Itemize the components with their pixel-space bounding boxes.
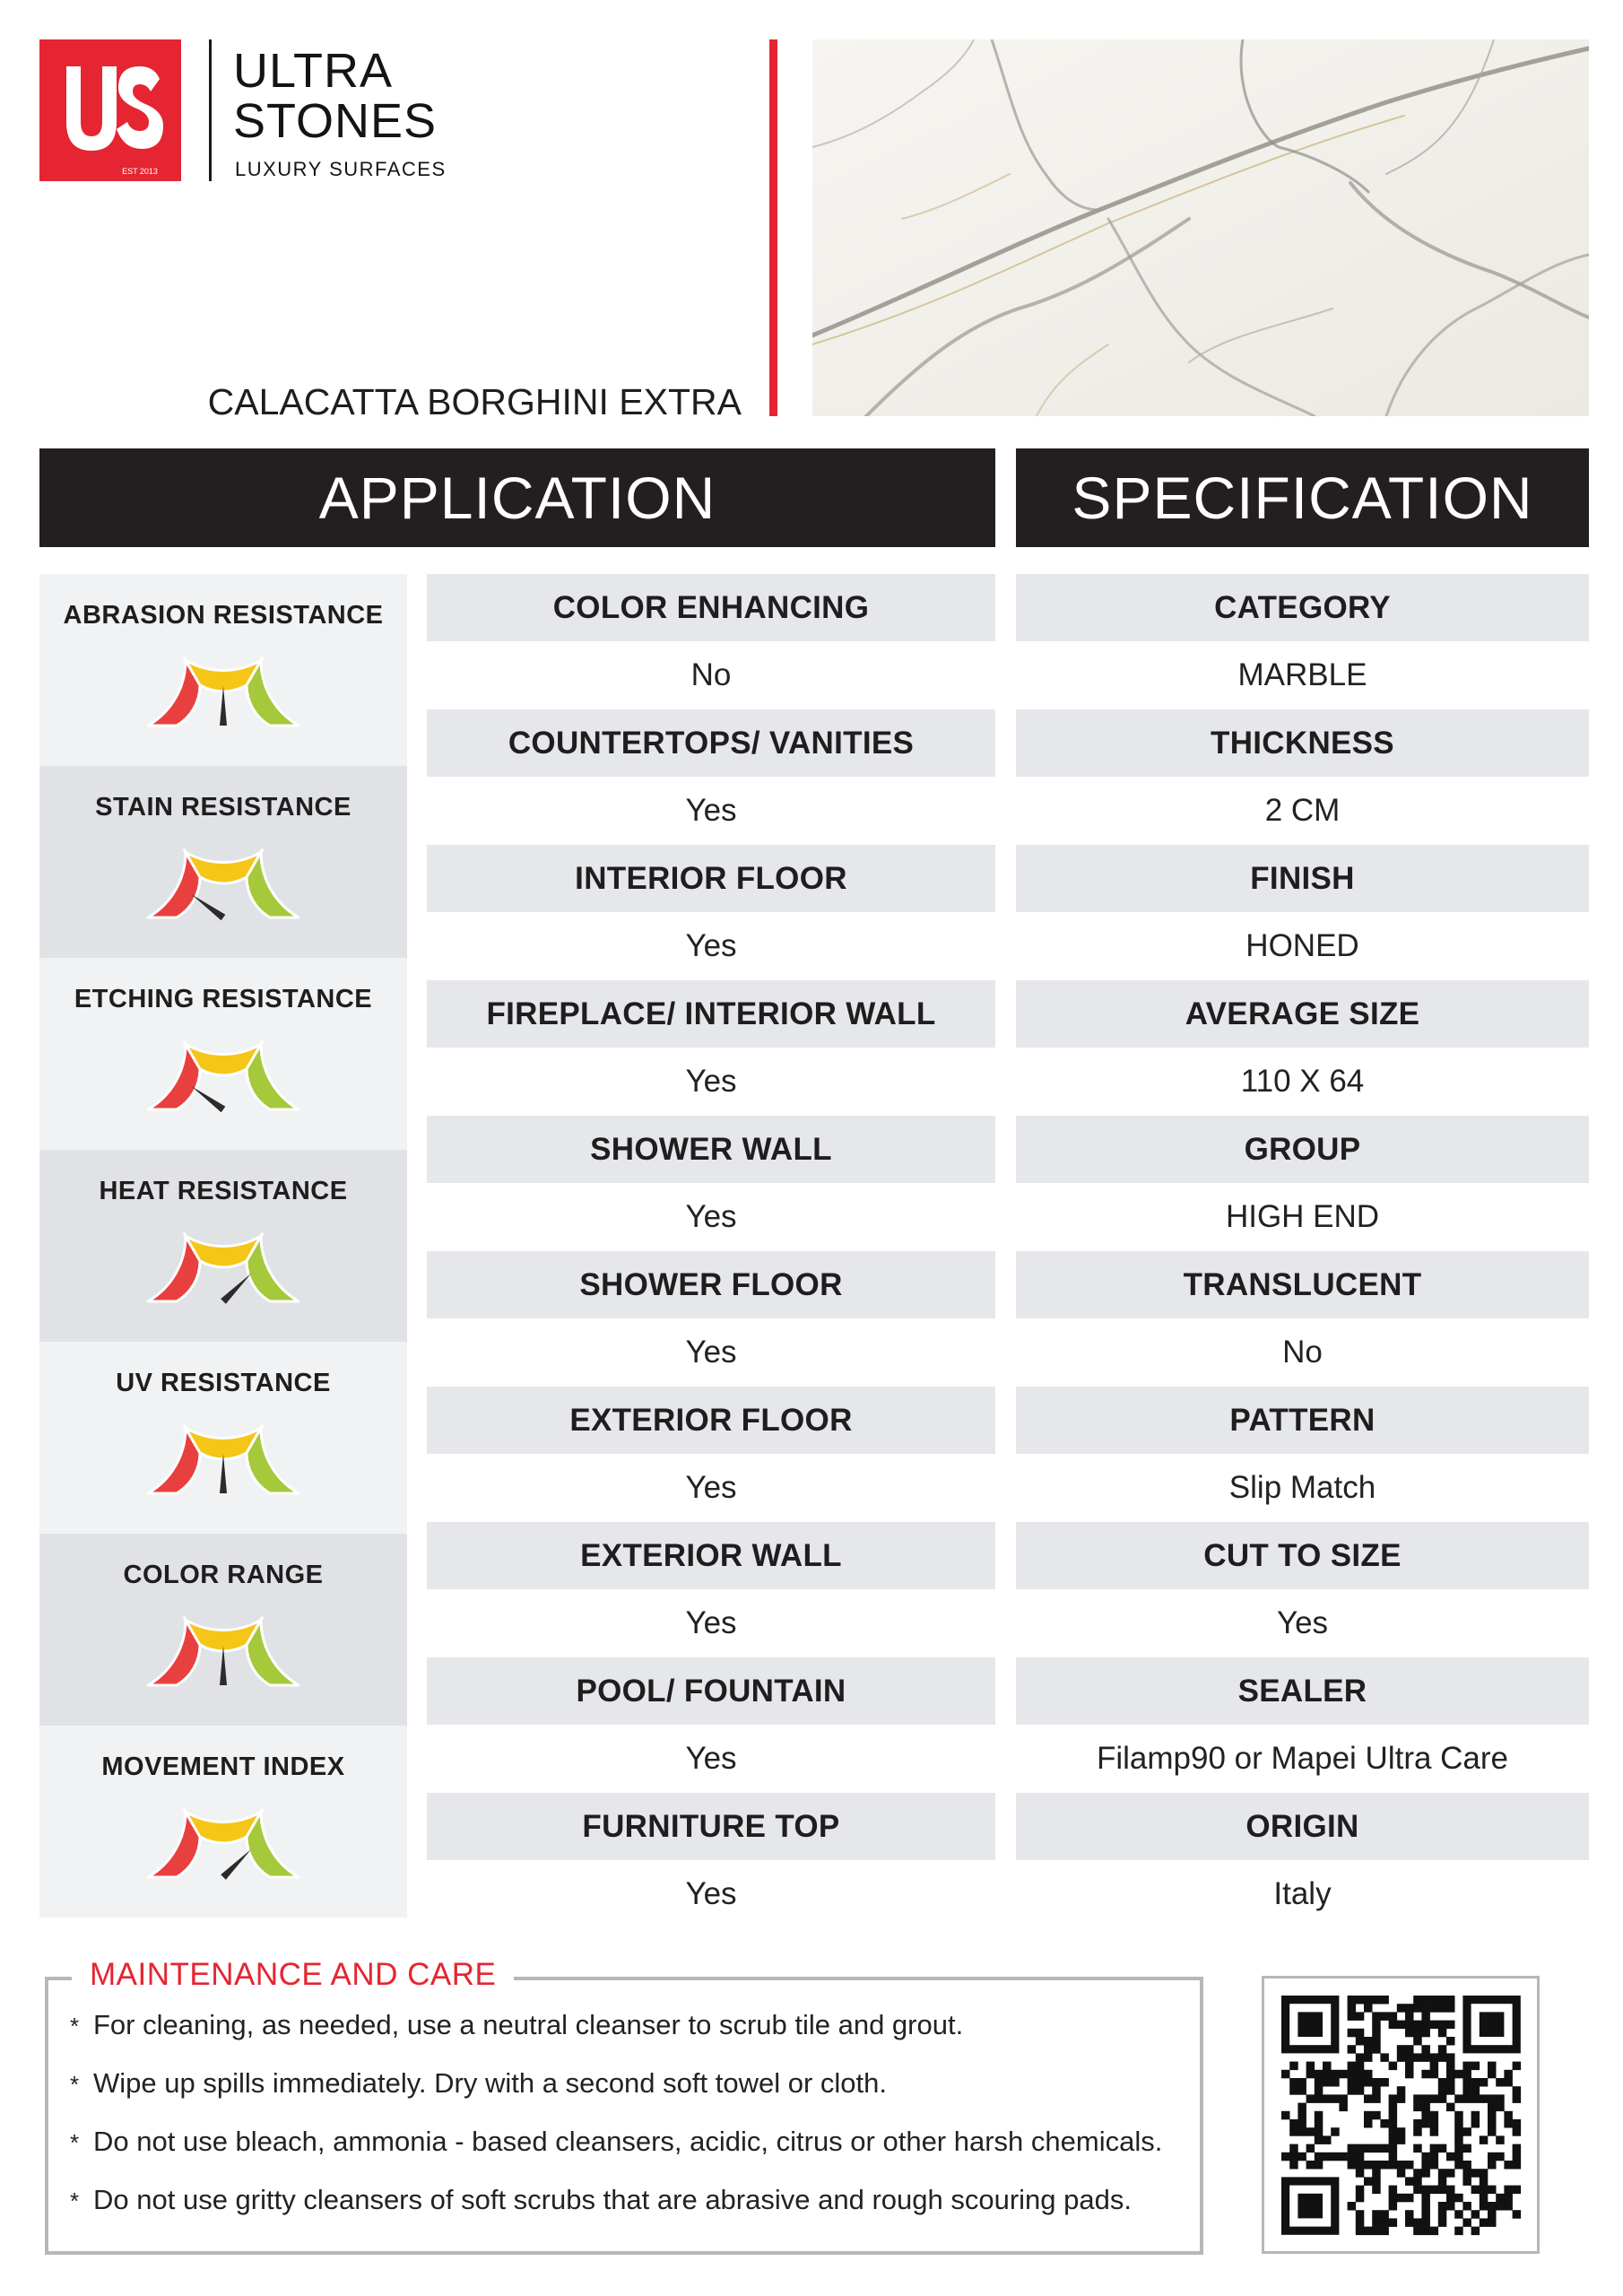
gauge-label: ABRASION RESISTANCE	[63, 601, 384, 630]
gauge-label: MOVEMENT INDEX	[101, 1752, 345, 1781]
specification-row-label: SEALER	[1016, 1657, 1589, 1725]
specification-header: SPECIFICATION	[1016, 448, 1589, 547]
gauge-needle	[221, 1849, 251, 1880]
application-row-label: COLOR ENHANCING	[427, 574, 995, 641]
maintenance-title: MAINTENANCE AND CARE	[72, 1957, 514, 1993]
application-row-label: SHOWER WALL	[427, 1116, 995, 1183]
gauge-meter-icon	[147, 649, 299, 730]
application-row-value: Yes	[427, 1048, 995, 1115]
application-row-label: FIREPLACE/ INTERIOR WALL	[427, 980, 995, 1048]
brand-name-line-2: STONES	[233, 94, 438, 148]
marble-slab-photo	[812, 39, 1589, 416]
gauge-item	[39, 1726, 407, 1918]
specification-row-value: Italy	[1016, 1860, 1589, 1927]
gauge-item	[39, 574, 407, 766]
gauge-label: STAIN RESISTANCE	[95, 793, 352, 822]
brand-tagline: LUXURY SURFACES	[235, 158, 447, 180]
specification-row-value: Slip Match	[1016, 1454, 1589, 1521]
gauge-item	[39, 958, 407, 1150]
specification-row-value: No	[1016, 1318, 1589, 1386]
application-row-label: EXTERIOR FLOOR	[427, 1387, 995, 1454]
logo-icon	[39, 39, 181, 181]
application-row-value: Yes	[427, 777, 995, 844]
specification-row-value: 2 CM	[1016, 777, 1589, 844]
application-row-value: Yes	[427, 1454, 995, 1521]
product-title: CALACATTA BORGHINI EXTRA	[207, 381, 742, 422]
application-row-label: SHOWER FLOOR	[427, 1251, 995, 1318]
application-row-value: Yes	[427, 1318, 995, 1386]
maintenance-text: Do not use gritty cleansers of soft scrubs that are abrasive and rough scouring pads.	[93, 2184, 1132, 2215]
maintenance-item	[70, 2126, 1162, 2158]
maintenance-item	[70, 2009, 963, 2041]
application-row-label: EXTERIOR WALL	[427, 1522, 995, 1589]
application-row-label: FURNITURE TOP	[427, 1793, 995, 1860]
application-row-value: Yes	[427, 1860, 995, 1927]
application-header: APPLICATION	[39, 448, 995, 547]
gauge-item	[39, 766, 407, 958]
gauge-item	[39, 1342, 407, 1534]
bullet-star-icon: *	[70, 2187, 80, 2214]
specification-row-value: HIGH END	[1016, 1183, 1589, 1250]
maintenance-text: For cleaning, as needed, use a neutral cleanser to scrub tile and grout.	[93, 2009, 964, 2040]
maintenance-text: Do not use bleach, ammonia - based cleansers, acidic, citrus or other harsh chemicals.	[93, 2126, 1163, 2157]
logo-est-text: EST 2013	[122, 167, 158, 176]
gauge-needle	[221, 1274, 251, 1304]
specification-row-value: MARBLE	[1016, 641, 1589, 709]
application-row-value: No	[427, 641, 995, 709]
specification-row-value: HONED	[1016, 912, 1589, 979]
bullet-star-icon: *	[70, 2071, 80, 2098]
qr-code-icon[interactable]	[1262, 1976, 1540, 2254]
gauge-label: HEAT RESISTANCE	[99, 1177, 348, 1205]
specification-row-label: PATTERN	[1016, 1387, 1589, 1454]
maintenance-item	[70, 2067, 887, 2100]
specification-row-label: CATEGORY	[1016, 574, 1589, 641]
specification-row-label: THICKNESS	[1016, 709, 1589, 777]
application-row-value: Yes	[427, 912, 995, 979]
gauge-item	[39, 1150, 407, 1342]
gauge-item	[39, 1534, 407, 1726]
application-row-value: Yes	[427, 1589, 995, 1657]
gauge-label: COLOR RANGE	[123, 1561, 324, 1589]
gauge-label: UV RESISTANCE	[116, 1369, 331, 1397]
bullet-star-icon: *	[70, 2129, 80, 2156]
specification-row-label: TRANSLUCENT	[1016, 1251, 1589, 1318]
logo-divider	[209, 39, 212, 181]
specification-row-label: ORIGIN	[1016, 1793, 1589, 1860]
specification-row-label: GROUP	[1016, 1116, 1589, 1183]
gauge-label: ETCHING RESISTANCE	[74, 985, 373, 1013]
maintenance-text: Wipe up spills immediately. Dry with a second soft towel or cloth.	[93, 2067, 887, 2099]
gauge-meter-icon	[147, 1609, 299, 1690]
gauge-meter-icon	[147, 841, 299, 922]
gauge-meter-icon	[147, 1225, 299, 1306]
gauge-needle	[191, 1086, 225, 1112]
gauge-meter-icon	[147, 1033, 299, 1114]
specification-row-value: Filamp90 or Mapei Ultra Care	[1016, 1725, 1589, 1792]
application-row-label: INTERIOR FLOOR	[427, 845, 995, 912]
gauge-meter-icon	[147, 1801, 299, 1882]
application-row-value: Yes	[427, 1183, 995, 1250]
specification-row-label: AVERAGE SIZE	[1016, 980, 1589, 1048]
application-row-value: Yes	[427, 1725, 995, 1792]
specification-row-value: 110 X 64	[1016, 1048, 1589, 1115]
application-row-label: POOL/ FOUNTAIN	[427, 1657, 995, 1725]
specification-row-label: FINISH	[1016, 845, 1589, 912]
maintenance-item	[70, 2184, 1132, 2216]
bullet-star-icon: *	[70, 2013, 80, 2039]
specification-row-value: Yes	[1016, 1589, 1589, 1657]
application-row-label: COUNTERTOPS/ VANITIES	[427, 709, 995, 777]
brand-name-line-1: ULTRA	[233, 44, 394, 98]
gauge-needle	[191, 894, 225, 920]
specification-row-label: CUT TO SIZE	[1016, 1522, 1589, 1589]
gauge-meter-icon	[147, 1417, 299, 1498]
accent-bar	[769, 39, 777, 416]
